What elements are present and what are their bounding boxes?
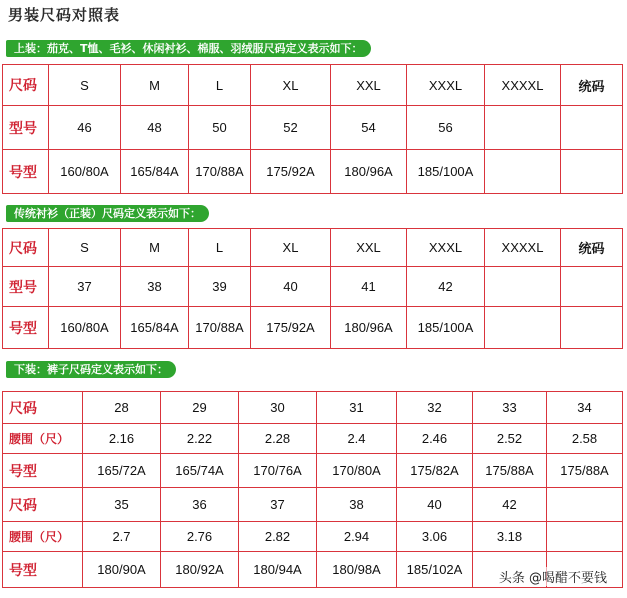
tops-size-table [2,64,623,194]
type-cell: 160/80A [49,307,121,349]
waist-cell: 2.82 [239,522,317,552]
shirts-row-model [3,267,623,307]
type-cell: 160/80A [49,150,121,194]
model-cell: 46 [49,106,121,150]
section-banner-shirts: 传统衬衫（正装）尺码定义表示如下： [6,205,209,222]
type-cell [561,150,623,194]
size-cell: 35 [83,488,161,522]
type-cell: 165/74A [161,454,239,488]
type-cell: 185/100A [407,150,485,194]
row-label: 号型 [3,454,83,488]
row-label: 腰围（尺） [3,424,83,454]
trousers-row-waist-a [3,424,623,454]
model-cell: 40 [251,267,331,307]
section-banner-tops: 上装：茄克、T恤、毛衫、休闲衬衫、棉服、羽绒服尺码定义表示如下： [6,40,371,57]
size-cell: 42 [473,488,547,522]
waist-cell: 2.46 [397,424,473,454]
size-cell: 统码 [561,65,623,106]
size-cell: XXL [331,229,407,267]
tops-row-type [3,150,623,194]
size-cell: 29 [161,392,239,424]
model-cell: 48 [121,106,189,150]
shirts-row-type [3,307,623,349]
size-cell: 33 [473,392,547,424]
type-cell [485,150,561,194]
trousers-row-size-a [3,392,623,424]
size-cell: S [49,229,121,267]
row-label: 号型 [3,150,49,194]
waist-cell: 2.94 [317,522,397,552]
model-cell [485,106,561,150]
model-cell [561,267,623,307]
model-cell [561,106,623,150]
size-cell: XXXXL [485,229,561,267]
size-cell: 36 [161,488,239,522]
type-cell: 175/88A [547,454,623,488]
tops-row-model [3,106,623,150]
section-banner-trousers: 下装：裤子尺码定义表示如下： [6,361,176,378]
waist-cell: 3.06 [397,522,473,552]
type-cell: 175/92A [251,150,331,194]
size-cell: S [49,65,121,106]
row-label: 尺码 [3,392,83,424]
type-cell: 180/90A [83,552,161,588]
size-cell: XXXL [407,229,485,267]
model-cell: 38 [121,267,189,307]
type-cell [485,307,561,349]
model-cell: 42 [407,267,485,307]
page-title: 男装尺码对照表 [8,6,121,24]
model-cell: 41 [331,267,407,307]
model-cell: 56 [407,106,485,150]
size-cell: 31 [317,392,397,424]
type-cell: 185/100A [407,307,485,349]
size-cell: 统码 [561,229,623,267]
size-cell: 32 [397,392,473,424]
waist-cell: 2.22 [161,424,239,454]
model-cell: 39 [189,267,251,307]
model-cell: 50 [189,106,251,150]
type-cell: 180/92A [161,552,239,588]
size-cell: XL [251,229,331,267]
type-cell: 170/80A [317,454,397,488]
row-label: 尺码 [3,65,49,106]
trousers-row-waist-b [3,522,623,552]
size-cell: M [121,229,189,267]
size-cell: XXL [331,65,407,106]
type-cell [561,307,623,349]
type-cell: 165/72A [83,454,161,488]
waist-cell: 2.76 [161,522,239,552]
waist-cell: 2.52 [473,424,547,454]
size-cell: L [189,229,251,267]
type-cell: 165/84A [121,307,189,349]
row-label: 型号 [3,267,49,307]
size-cell: 28 [83,392,161,424]
size-cell: XL [251,65,331,106]
waist-cell [547,522,623,552]
size-cell: L [189,65,251,106]
waist-cell: 2.58 [547,424,623,454]
type-cell: 170/88A [189,150,251,194]
size-cell: XXXXL [485,65,561,106]
size-cell: 40 [397,488,473,522]
type-cell: 170/88A [189,307,251,349]
row-label: 号型 [3,307,49,349]
row-label: 尺码 [3,229,49,267]
size-cell [547,488,623,522]
size-cell: 30 [239,392,317,424]
shirts-row-size [3,229,623,267]
type-cell: 175/88A [473,454,547,488]
model-cell: 52 [251,106,331,150]
row-label: 型号 [3,106,49,150]
waist-cell: 2.16 [83,424,161,454]
tops-row-size [3,65,623,106]
waist-cell: 2.4 [317,424,397,454]
type-cell: 185/102A [397,552,473,588]
type-cell: 170/76A [239,454,317,488]
type-cell: 180/96A [331,150,407,194]
size-cell: M [121,65,189,106]
model-cell: 37 [49,267,121,307]
trousers-size-table [2,391,623,588]
type-cell: 180/98A [317,552,397,588]
type-cell: 175/82A [397,454,473,488]
size-cell: 38 [317,488,397,522]
type-cell: 180/94A [239,552,317,588]
size-cell: XXXL [407,65,485,106]
watermark: 头条 @喝醋不要钱 [497,567,609,586]
size-cell: 34 [547,392,623,424]
row-label: 腰围（尺） [3,522,83,552]
size-cell: 37 [239,488,317,522]
type-cell: 175/92A [251,307,331,349]
waist-cell: 2.28 [239,424,317,454]
type-cell: 165/84A [121,150,189,194]
row-label: 号型 [3,552,83,588]
type-cell: 180/96A [331,307,407,349]
row-label: 尺码 [3,488,83,522]
trousers-row-size-b [3,488,623,522]
model-cell [485,267,561,307]
waist-cell: 2.7 [83,522,161,552]
trousers-row-type-a [3,454,623,488]
waist-cell: 3.18 [473,522,547,552]
model-cell: 54 [331,106,407,150]
shirts-size-table [2,228,623,349]
